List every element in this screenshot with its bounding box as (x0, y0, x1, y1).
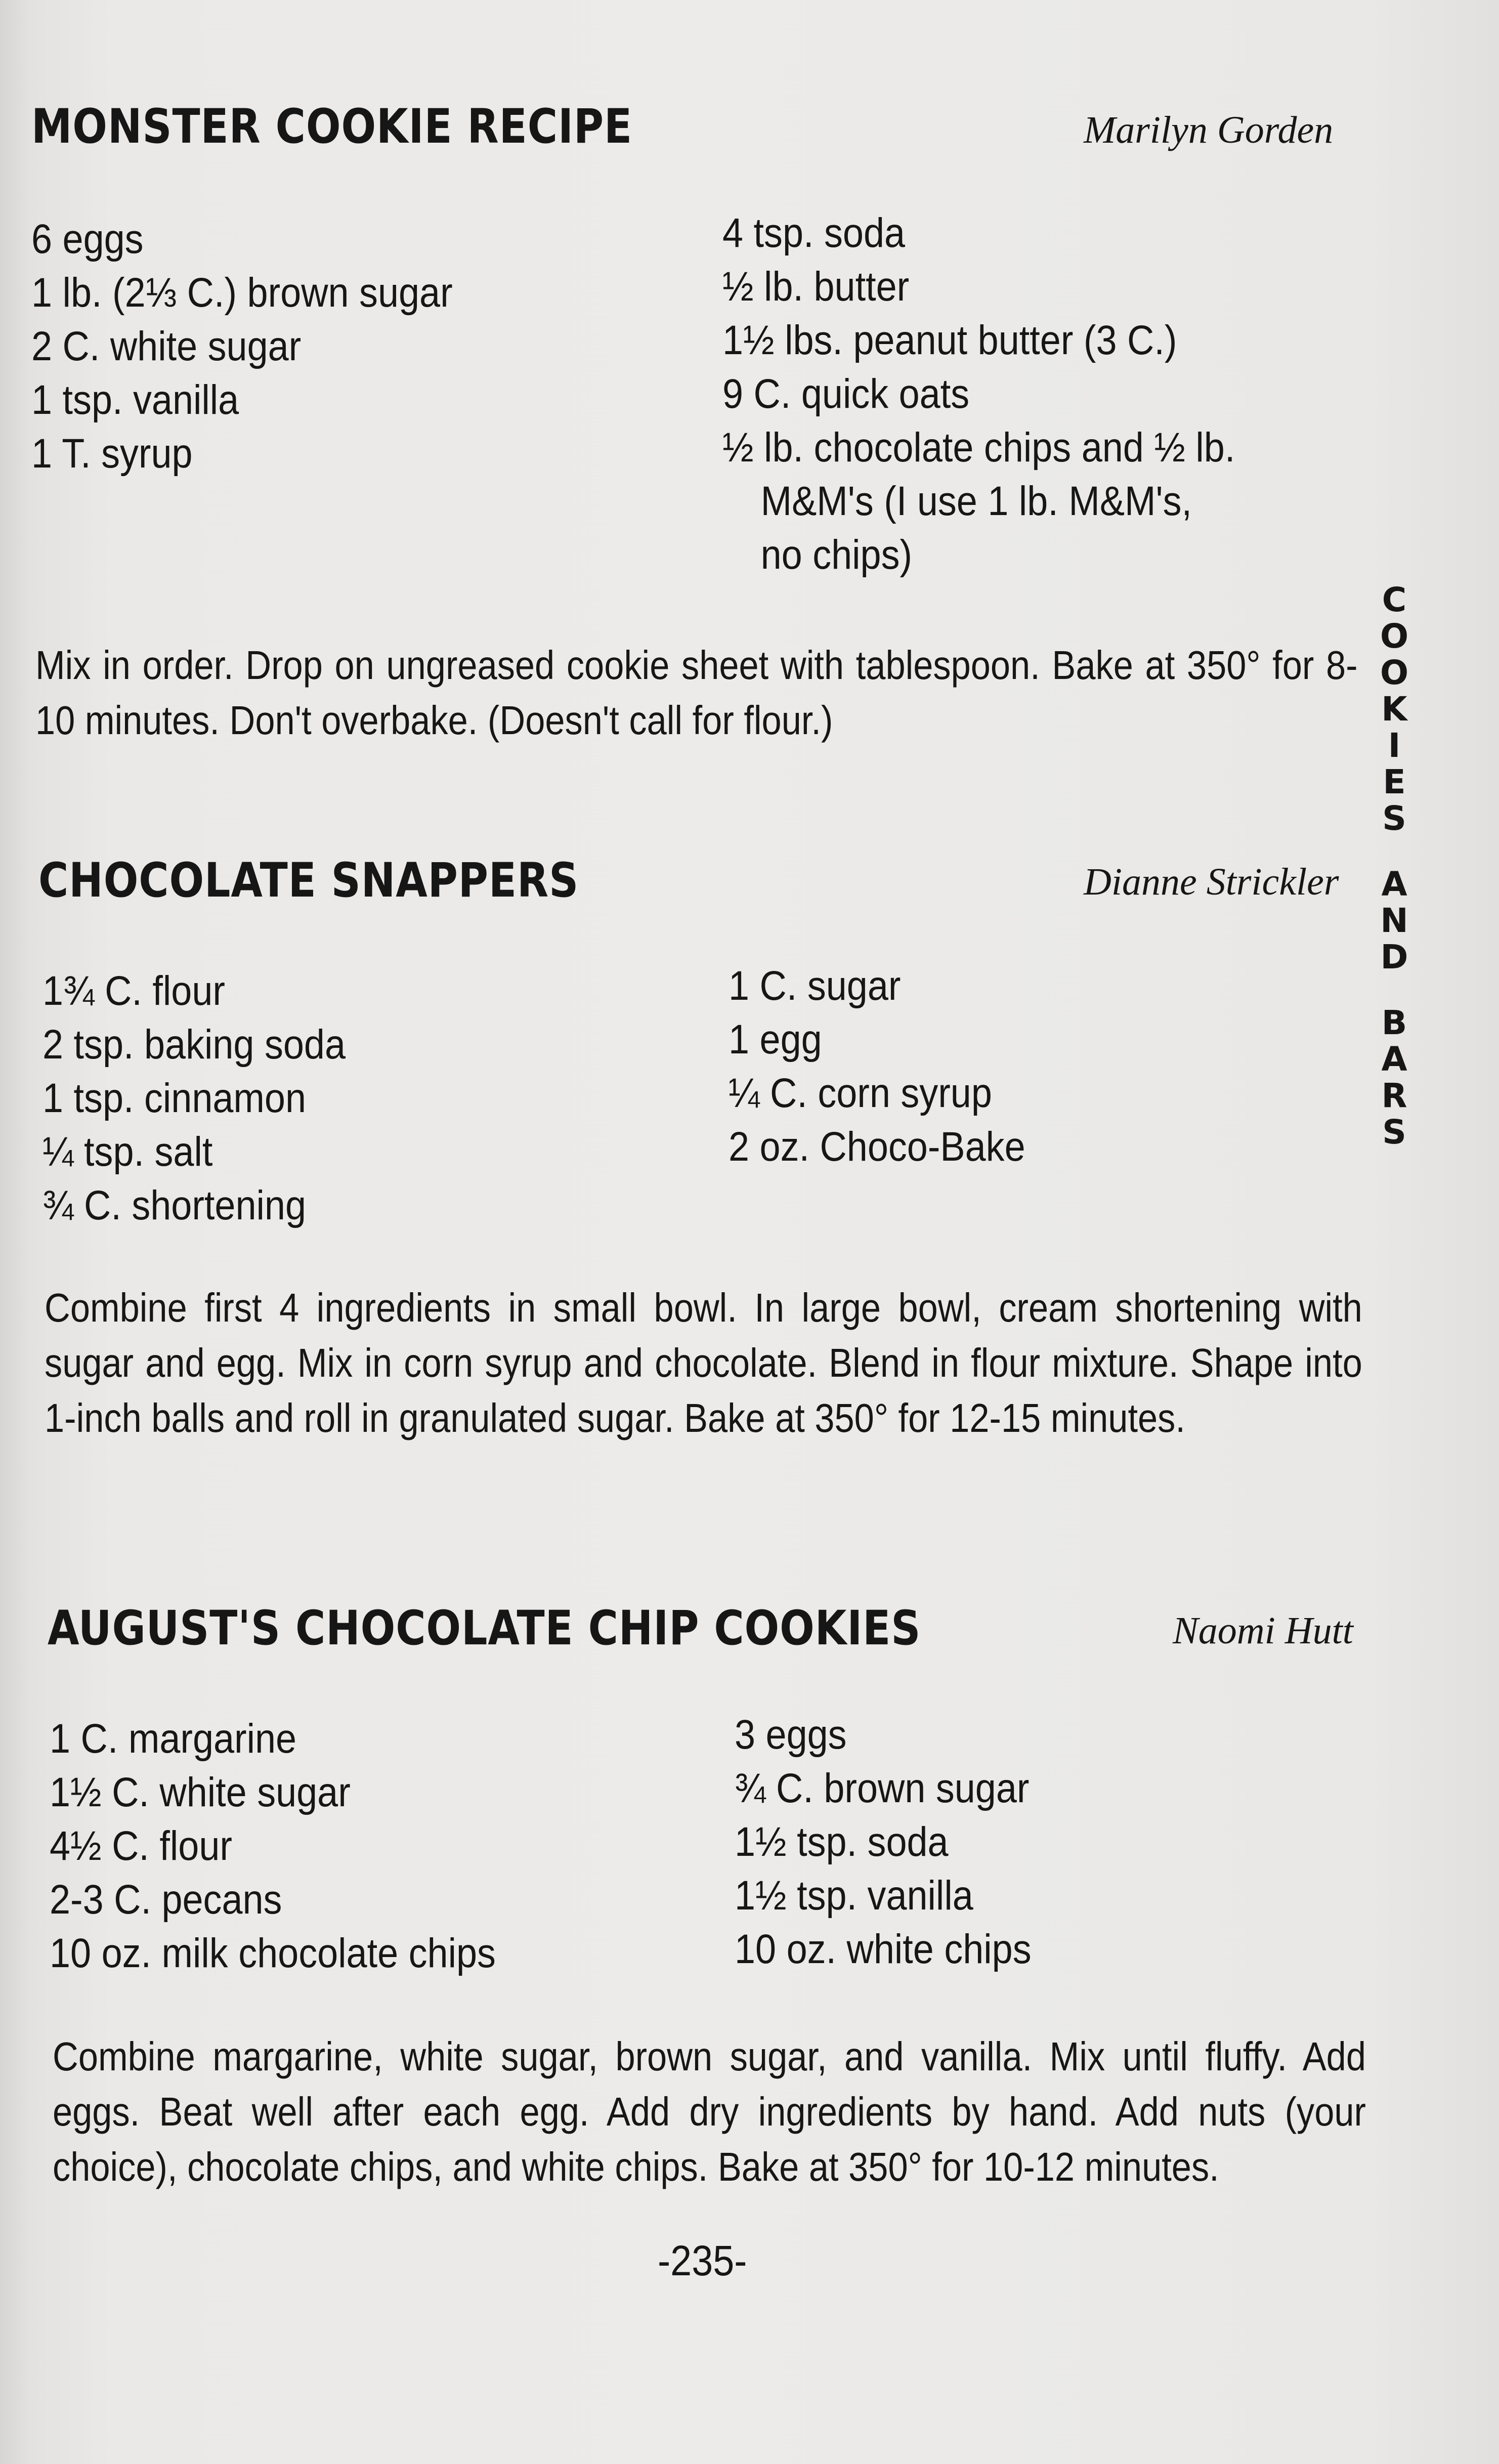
ingredient-item: 1 T. syrup (31, 431, 193, 477)
ingredient-item: 2 C. white sugar (31, 323, 302, 369)
ingredient-item: 4½ C. flour (50, 1823, 232, 1869)
ingredient-item: 3 eggs (735, 1712, 847, 1758)
ingredient-item: 10 oz. milk chocolate chips (50, 1930, 496, 1976)
tab-letter: K (1381, 690, 1407, 729)
ingredients-right (722, 206, 1235, 582)
recipe-directions: Combine margarine, white sugar, brown sugar, and vanilla. Mix until fluffy. Add eggs. Beat well after each egg. Add dry ingredients by hand. Add nuts (your choice), chocolate chips, and white chips. Bake at 350° for 10-12 minutes. (53, 2034, 1366, 2189)
recipe-directions: Combine first 4 ingredients in small bowl. In large bowl, cream shortening with sugar and egg. Mix in corn syrup and chocolate. Blend in flour mixture. Shape into 1-inch balls and roll in granulated sugar. Bake at 350° for 12-15 minutes. (45, 1285, 1362, 1440)
section-tab (1374, 582, 1415, 1180)
tab-letter: R (1381, 1076, 1407, 1115)
ingredient-item: 4 tsp. soda (722, 210, 906, 256)
ingredient-item: 6 eggs (31, 216, 144, 262)
ingredient-item: ½ lb. butter (722, 264, 910, 310)
ingredient-item: no chips) (760, 532, 913, 578)
ingredient-item: ¾ C. shortening (42, 1182, 307, 1228)
section-tab-word (1374, 866, 1415, 975)
tab-letter: C (1382, 580, 1407, 619)
recipe-directions: Mix in order. Drop on ungreased cookie sheet with tablespoon. Bake at 350° for 8-10 minutes. Don't overbake. (Doesn't call for flour.) (35, 643, 1358, 743)
ingredient-item: 2 tsp. baking soda (42, 1022, 346, 1068)
ingredient-item: 1½ tsp. vanilla (735, 1873, 973, 1919)
ingredient-item: 1¾ C. flour (42, 968, 225, 1014)
tab-letter: B (1381, 1003, 1407, 1042)
ingredient-item: 1 tsp. cinnamon (42, 1075, 307, 1121)
ingredient-item: 1 egg (729, 1016, 822, 1063)
ingredient-item: ¼ tsp. salt (42, 1129, 213, 1175)
tab-letter: O (1380, 653, 1409, 692)
tab-letter: D (1380, 938, 1408, 976)
ingredients-left (42, 964, 346, 1233)
ingredient-item: 9 C. quick oats (722, 371, 970, 417)
ingredients-right (735, 1708, 1032, 1976)
recipe-title: CHOCOLATE SNAPPERS (38, 853, 579, 908)
ingredients-right (729, 959, 1025, 1174)
recipe-title: MONSTER COOKIE RECIPE (31, 99, 633, 154)
section-tab-word (1374, 582, 1415, 837)
ingredient-item: 1½ C. white sugar (50, 1769, 351, 1815)
ingredients-left (31, 213, 453, 481)
recipe-author: Naomi Hutt (1173, 1609, 1353, 1652)
section-tab-word (1374, 1005, 1415, 1151)
tab-letter: N (1380, 901, 1408, 940)
ingredient-item: 1 C. margarine (50, 1716, 297, 1762)
page-number: -235- (658, 2237, 747, 2284)
ingredient-item: ½ lb. chocolate chips and ½ lb. (722, 424, 1235, 471)
ingredient-item: 1½ lbs. peanut butter (3 C.) (722, 317, 1177, 363)
ingredient-item: 2 oz. Choco-Bake (729, 1124, 1025, 1170)
tab-letter: O (1380, 617, 1409, 656)
tab-letter: I (1388, 726, 1401, 765)
ingredient-item: 10 oz. white chips (735, 1926, 1032, 1972)
tab-letter: E (1383, 762, 1406, 801)
tab-letter: A (1381, 865, 1407, 904)
ingredient-item: 1 tsp. vanilla (31, 377, 239, 423)
ingredient-item: M&M's (I use 1 lb. M&M's, (760, 478, 1192, 524)
ingredients-left (50, 1712, 496, 1980)
ingredient-item: 1 lb. (2⅓ C.) brown sugar (31, 270, 453, 316)
tab-letter: A (1381, 1040, 1407, 1079)
recipe-author: Dianne Strickler (1084, 861, 1339, 903)
recipe-title: AUGUST'S CHOCOLATE CHIP COOKIES (48, 1601, 921, 1656)
ingredient-item: 2-3 C. pecans (50, 1877, 282, 1923)
tab-letter: S (1382, 799, 1406, 838)
ingredient-item: 1½ tsp. soda (735, 1819, 949, 1865)
ingredient-item: 1 C. sugar (729, 963, 901, 1009)
ingredient-item: ¼ C. corn syrup (729, 1070, 992, 1116)
ingredient-item: ¾ C. brown sugar (735, 1765, 1030, 1811)
tab-letter: S (1382, 1113, 1406, 1152)
recipe-author: Marilyn Gorden (1084, 109, 1334, 151)
